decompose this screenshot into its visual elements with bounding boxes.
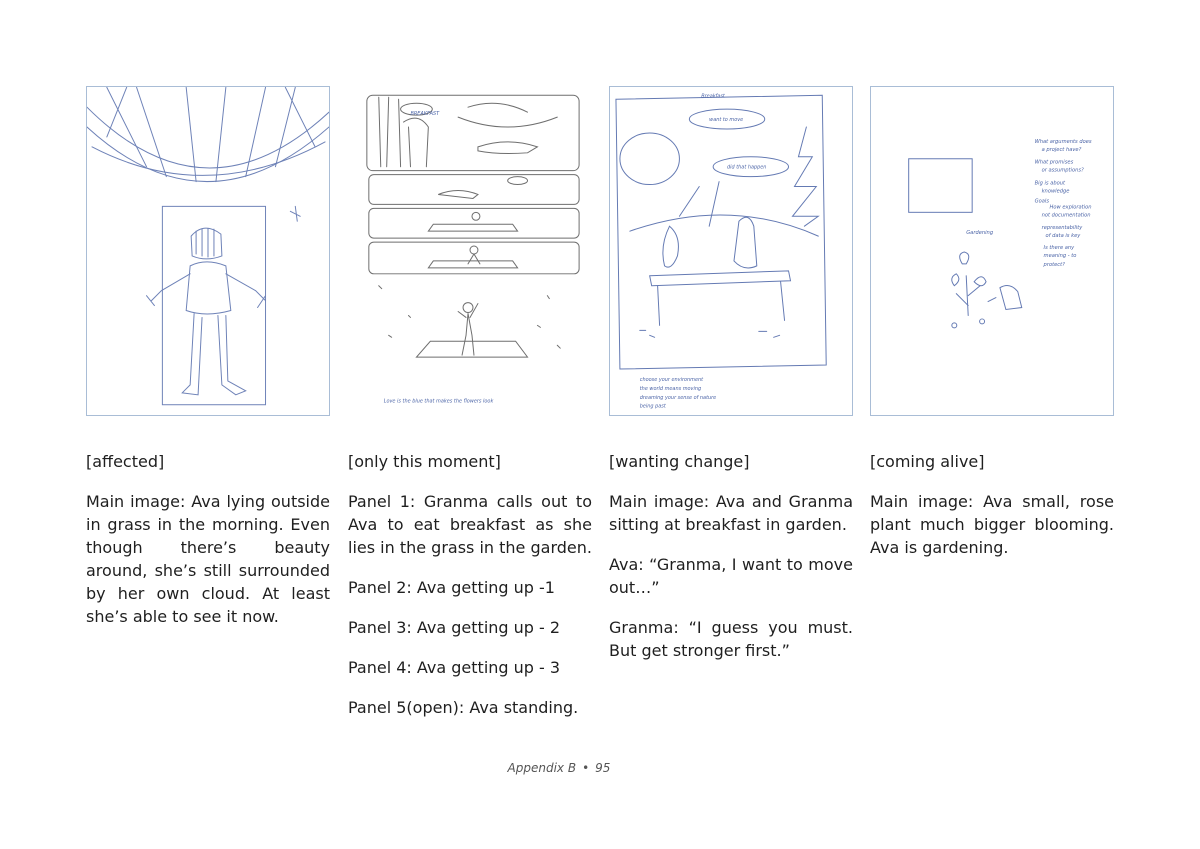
sketch-panels-drawing (349, 87, 591, 415)
sketch3-note-dreaming: dreaming your sense of nature (639, 394, 717, 401)
sketch4-note-10: representability (1041, 225, 1083, 232)
sketch4-note-13: meaning - to (1043, 252, 1077, 259)
sketch3-note-world: the world means moving (639, 385, 702, 392)
sketch4-note-9: not documentation (1041, 212, 1091, 219)
sketch-gardening-drawing (871, 87, 1113, 415)
description-affected: Main image: Ava lying outside in grass in the morning. Even though there’s beauty around, she’s still surrounded by her own cloud. At least she’s able to see it now. (86, 492, 330, 626)
caption-wanting-change: [wanting change] (609, 452, 750, 471)
column-affected (86, 450, 330, 645)
dialogue-granma: Granma: “I guess you must. But get stronger first.” (609, 618, 853, 660)
sketch-only-this-moment (348, 86, 592, 416)
sketch3-note-breakfast: Breakfast (701, 93, 725, 100)
sketch-wanting-change (609, 86, 853, 416)
column-wanting-change (609, 450, 853, 679)
footer-section: Appendix B (507, 761, 577, 775)
column-coming-alive (870, 450, 1114, 576)
sketch4-note-5: Big is about (1034, 180, 1066, 187)
footer-separator: • (582, 761, 590, 775)
panel-2-description: Panel 2: Ava getting up -1 (348, 578, 555, 597)
caption-only-this-moment: [only this moment] (348, 452, 501, 471)
panel-1-description: Panel 1: Granma calls out to Ava to eat breakfast as she lies in the grass in the garden. (348, 492, 592, 557)
sketch-affected-drawing (87, 87, 329, 415)
panel-4-description: Panel 4: Ava getting up - 3 (348, 658, 561, 677)
panel-5-description: Panel 5(open): Ava standing. (348, 698, 579, 717)
sketch4-note-4: or assumptions? (1041, 167, 1084, 174)
sketch4-note-11: of data is key (1045, 233, 1081, 240)
sketch4-note-12: Is there any (1043, 245, 1075, 252)
sketch4-note-6: knowledge (1041, 188, 1070, 195)
dialogue-ava: Ava: “Granma, I want to move out…” (609, 555, 853, 597)
caption-affected: [affected] (86, 452, 165, 471)
sketch-affected (86, 86, 330, 416)
sketch4-note-8: How exploration (1049, 204, 1092, 211)
sketch-breakfast-drawing (610, 87, 852, 415)
sketch3-note-past: being past (639, 403, 666, 410)
caption-coming-alive: [coming alive] (870, 452, 985, 471)
sketch4-note-14: protect? (1043, 261, 1065, 268)
sketch3-note-environment: choose your environment (639, 376, 704, 383)
description-wanting-change: Main image: Ava and Granma sitting at breakfast in garden. (609, 492, 853, 534)
sketch4-note-7: Goals (1034, 198, 1050, 205)
page-footer (0, 761, 1118, 775)
sketch4-note-3: What promises (1034, 159, 1074, 166)
sketch2-note-caption: Love is the blue that makes the flowers look (383, 398, 494, 405)
sketch3-note-want: want to move (709, 117, 744, 124)
sketch4-note-gardening: Gardening (966, 230, 994, 237)
panel-3-description: Panel 3: Ava getting up - 2 (348, 618, 561, 637)
column-only-this-moment (348, 450, 592, 736)
sketch3-note-happen: did that happen (727, 164, 767, 171)
page-number: 95 (595, 761, 611, 775)
sketch2-note-breakfast: BREAKFAST (410, 111, 440, 118)
description-coming-alive: Main image: Ava small, rose plant much bigger blooming. Ava is gardening. (870, 492, 1114, 557)
sketch-coming-alive (870, 86, 1114, 416)
sketch4-note-1: What arguments does (1034, 138, 1092, 145)
sketch4-note-2: a project have? (1041, 146, 1082, 153)
